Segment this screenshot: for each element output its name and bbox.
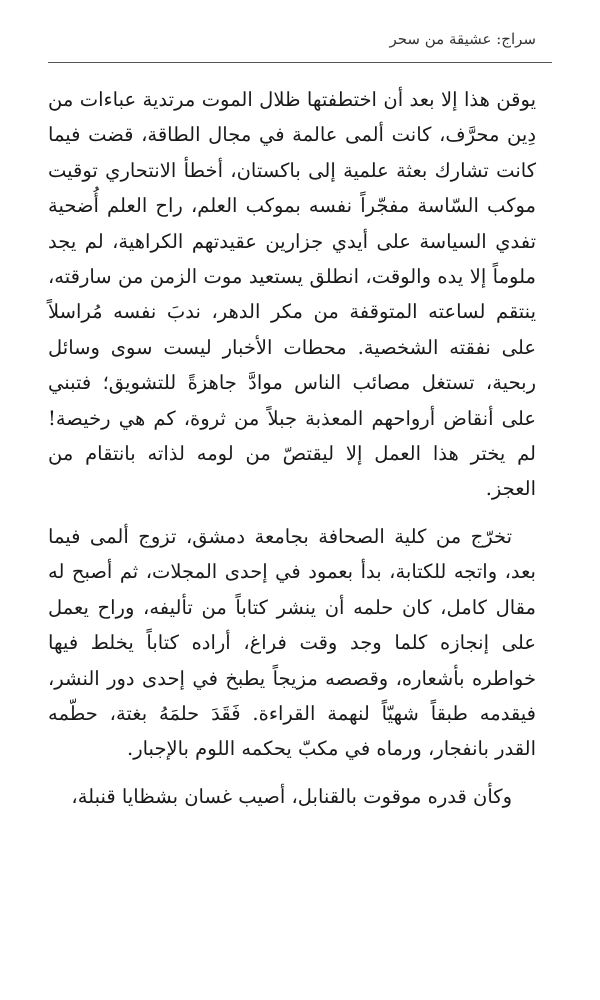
- paragraph-1: يوقن هذا إلا بعد أن اختطفتها ظلال الموت مرتدية عباءات من دِين محرَّف، كانت ألمى عالمة في مجال الطاقة، قضت فيما كانت تشارك بعثة علمية إلى باكستان، أخطأ الانتحاري توقيت موكب السّاسة مفجّراً نفسه بموكب العلم، راح العلم أُضحية تفدي السياسة على أيدي جزارين عقيدتهم الكراهية، لم يجد ملوماً إلا يده والوقت، انطلق يستعيد موت الزمن من سارقته، ينتقم لساعته المتوقفة من مكر الدهر، ندبَ نفسه مُراسلاً على نفقته الشخصية. محطات الأخبار ليست سوى وسائل ربحية، تستغل مصائب الناس موادَّ جاهزةً للتشويق؛ فتبني على أنقاض أرواحهم المعذبة جبلاً من ثروة، كم هي رخيصة! لم يختر هذا العمل إلا ليقتصّ من لومه لذاته بانتقام من العجز.: [48, 88, 536, 501]
- paragraph-3: وكأن قدره موقوت بالقنابل، أصيب غسان بشظايا قنبلة،: [71, 784, 512, 808]
- header-divider: [48, 62, 552, 63]
- paragraph-2: تخرّج من كلية الصحافة بجامعة دمشق، تزوج ألمى فيما بعد، واتجه للكتابة، بدأ بعمود في إحدى المجلات، ثم أصبح له مقال كامل، كان حلمه أن ينشر كتاباً من تأليفه، وراح يعمل على إنجازه كلما وجد وقت فراغ، أراده كتاباً يخلط فيها خواطره بأشعاره، وقصصه مزيجاً يطبخ في إحدى دور النشر، فيقدمه طبقاً شهيّاً لنهمة القراءة. فَقَدَ حلمَهُ بغتة، حطّمه القدر بانفجار، ورماه في مكبّ يحكمه اللوم بالإجبار.: [48, 524, 536, 761]
- running-header-title: سراج: عشيقة من سحر: [389, 30, 536, 48]
- body-text: [48, 82, 536, 826]
